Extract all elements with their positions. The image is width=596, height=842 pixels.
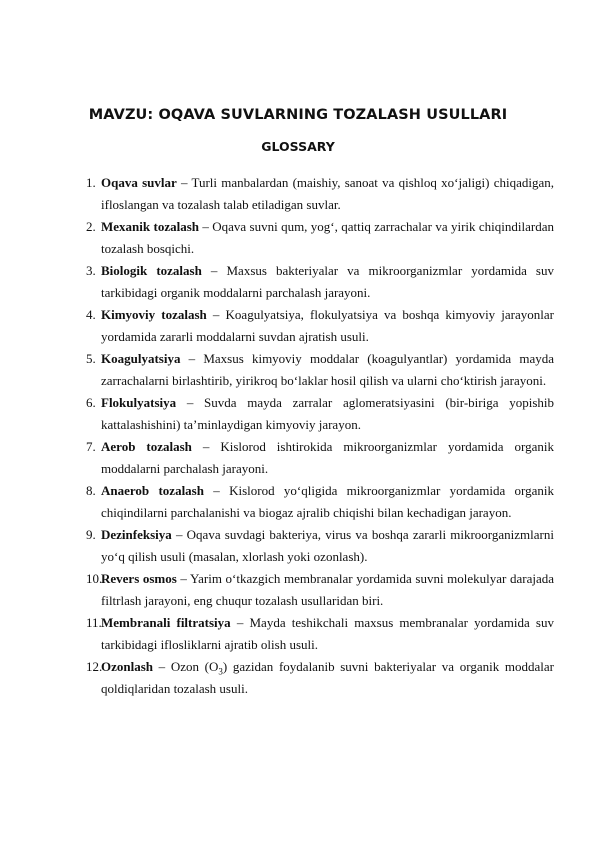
ozone-subscript: 3 — [218, 666, 223, 677]
glossary-item — [88, 172, 554, 216]
item-number: 10. — [86, 571, 103, 586]
glossary-term: Revers osmos — [101, 571, 177, 586]
glossary-item — [88, 260, 554, 304]
glossary-term: Aerob tozalash — [101, 439, 192, 454]
item-number: 9. — [86, 527, 96, 542]
glossary-item — [88, 216, 554, 260]
glossary-item — [88, 568, 554, 612]
glossary-item — [88, 480, 554, 524]
glossary-definition-before: – Ozon (O — [153, 659, 219, 674]
glossary-item — [88, 656, 554, 700]
glossary-definition: – Suvda mayda zarralar aglomeratsiyasini (bir-biriga yopishib kattalashishini) ta’minlaydigan kimyoviy jarayon. — [101, 395, 554, 432]
item-number: 1. — [86, 175, 96, 190]
item-number: 7. — [86, 439, 96, 454]
glossary-term: Biologik tozalash — [101, 263, 202, 278]
glossary-term: Dezinfeksiya — [101, 527, 172, 542]
glossary-term: Kimyoviy tozalash — [101, 307, 207, 322]
glossary-item — [88, 392, 554, 436]
glossary-definition: – Turli manbalardan (maishiy, sanoat va qishloq xo‘jaligi) chiqadigan, ifloslangan va tozalash talab etiladigan suvlar. — [101, 175, 555, 212]
glossary-term: Ozonlash — [101, 659, 154, 674]
glossary-definition-after: ) gazidan foydalanib suvni bakteriyalar va organik moddalar qoldiqlaridan tozalash usuli. — [101, 659, 554, 696]
glossary-definition: – Mayda teshikchali maxsus membranalar yordamida suv tarkibidagi iflosliklarni ajratib olish usuli. — [101, 615, 554, 652]
item-number: 6. — [86, 395, 96, 410]
glossary-term: Koagulyatsiya — [101, 351, 181, 366]
item-number: 11. — [86, 615, 102, 630]
item-number: 2. — [86, 219, 96, 234]
page-subtitle: GLOSSARY — [261, 139, 335, 154]
glossary-definition: – Oqava suvdagi bakteriya, virus va boshqa zararli mikroorganizmlarni yo‘q qilish usuli (masalan, xlorlash yoki ozonlash). — [101, 527, 554, 564]
glossary-item — [88, 524, 554, 568]
glossary-definition: – Kislorod ishtirokida mikroorganizmlar yordamida organik moddalarni parchalash jarayoni. — [101, 439, 554, 476]
glossary-definition: – Maxsus kimyoviy moddalar (koagulyantlar) yordamida mayda zarrachalarni birlashtirib, yirikroq bo‘laklar hosil qilish va ularni cho‘ktirish jarayoni. — [101, 351, 554, 388]
glossary-list — [88, 172, 554, 700]
glossary-item — [88, 304, 554, 348]
glossary-term: Membranali filtratsiya — [101, 615, 231, 630]
glossary-definition: – Maxsus bakteriyalar va mikroorganizmlar yordamida suv tarkibidagi organik moddalarni parchalash jarayoni. — [101, 263, 554, 300]
glossary-term: Oqava suvlar — [101, 175, 177, 190]
glossary-term: Mexanik tozalash — [101, 219, 199, 234]
item-number: 3. — [86, 263, 96, 278]
glossary-item — [88, 436, 554, 480]
page-title: MAVZU: OQAVA SUVLARNING TOZALASH USULLARI — [88, 107, 508, 123]
item-number: 12. — [86, 659, 103, 674]
glossary-definition: – Yarim o‘tkazgich membranalar yordamida suvni molekulyar darajada filtrlash jarayoni, eng chuqur tozalash usullaridan biri. — [101, 571, 554, 608]
glossary-item — [88, 348, 554, 392]
glossary-definition: – Kislorod yo‘qligida mikroorganizmlar yordamida organik chiqindilarni parchalanishi va biogaz ajralib chiqishi bilan kechadigan jarayon. — [101, 483, 555, 520]
item-number: 5. — [86, 351, 96, 366]
glossary-term: Anaerob tozalash — [101, 483, 204, 498]
glossary-definition: – Oqava suvni qum, yog‘, qattiq zarrachalar va yirik chiqindilardan tozalash bosqichi. — [101, 219, 554, 256]
glossary-term: Flokulyatsiya — [101, 395, 177, 410]
item-number: 4. — [86, 307, 96, 322]
item-number: 8. — [86, 483, 96, 498]
glossary-definition: – Koagulyatsiya, flokulyatsiya va boshqa kimyoviy jarayonlar yordamida zararli moddalarni suvdan ajratish usuli. — [101, 307, 554, 344]
glossary-item — [88, 612, 554, 656]
